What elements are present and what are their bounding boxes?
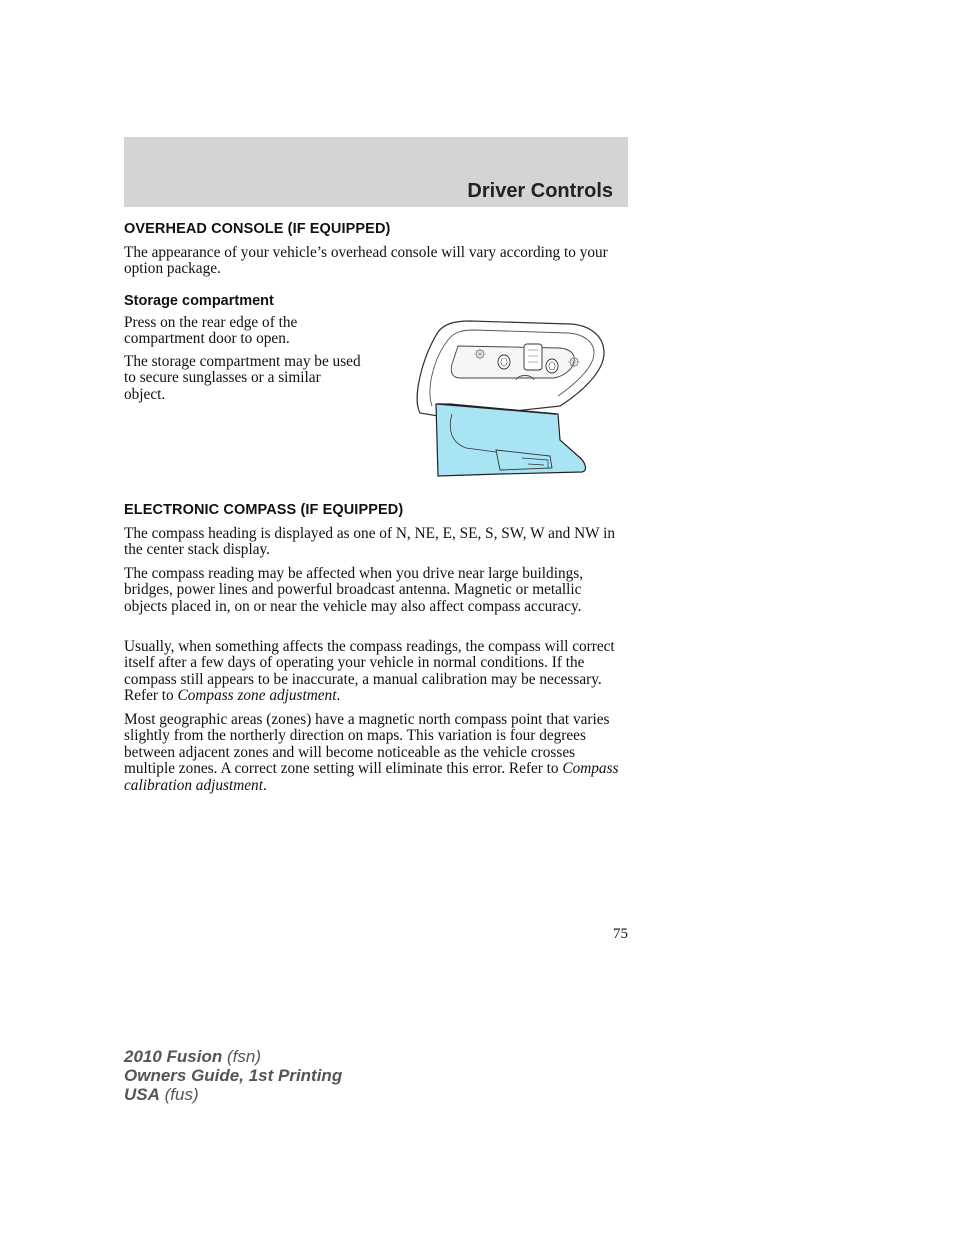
compass-paragraph-3-end: . <box>336 687 341 705</box>
overhead-console-section <box>124 221 628 237</box>
compass-paragraph-4-end: . <box>262 776 267 794</box>
storage-compartment-p2: The storage compartment may be used to secure sunglasses or a similar object. <box>124 353 361 403</box>
footer-market-code: (fus) <box>159 1085 199 1104</box>
compass-paragraph-4 <box>124 712 628 794</box>
footer-model: 2010 Fusion <box>124 1047 223 1066</box>
overhead-console-heading: OVERHEAD CONSOLE (IF EQUIPPED) <box>124 221 391 237</box>
storage-compartment-p1: Press on the rear edge of the compartment door to open. <box>124 314 298 348</box>
overhead-console-illustration <box>410 318 608 478</box>
storage-compartment-heading: Storage compartment <box>124 293 274 309</box>
footer-guide-edition: Owners Guide, 1st Printing <box>124 1066 343 1085</box>
compass-calibration-adjustment-reference: Compass calibration adjustment <box>124 760 619 794</box>
document-footer <box>124 1047 342 1104</box>
compass-paragraph-3 <box>124 639 628 705</box>
page-number: 75 <box>613 926 628 942</box>
footer-market: USA <box>124 1085 160 1104</box>
compass-paragraph-4-text: Most geographic areas (zones) have a magnetic north compass point that varies slightly from the northerly direction on maps. This variation is four degrees between adjacent zones and will become noticeable as the vehicle crosses multiple zones. A correct zone setting will eliminate this error. Refer to <box>124 711 610 778</box>
compass-paragraph-2: The compass reading may be affected when you drive near large buildings, bridges, power lines and powerful broadcast antenna. Magnetic or metallic objects placed in, on or near the vehicle may also affect compass accuracy. <box>124 565 584 615</box>
compass-paragraph-1: The compass heading is displayed as one of N, NE, E, SE, S, SW, W and NW in the center stack display. <box>124 525 616 559</box>
section-title: Driver Controls <box>467 180 613 202</box>
footer-model-code: (fsn) <box>222 1047 261 1066</box>
overhead-console-intro: The appearance of your vehicle’s overhead console will vary according to your option package. <box>124 244 608 278</box>
section-header-band <box>124 137 628 207</box>
compass-paragraph-3-text: Usually, when something affects the compass readings, the compass will correct itself after a few days of operating your vehicle in normal conditions. If the compass still appears to be inaccurate, a manual calibration may be necessary. Refer to <box>124 638 615 705</box>
compass-zone-adjustment-reference: Compass zone adjustment <box>177 687 337 705</box>
electronic-compass-heading: ELECTRONIC COMPASS (IF EQUIPPED) <box>124 502 404 518</box>
